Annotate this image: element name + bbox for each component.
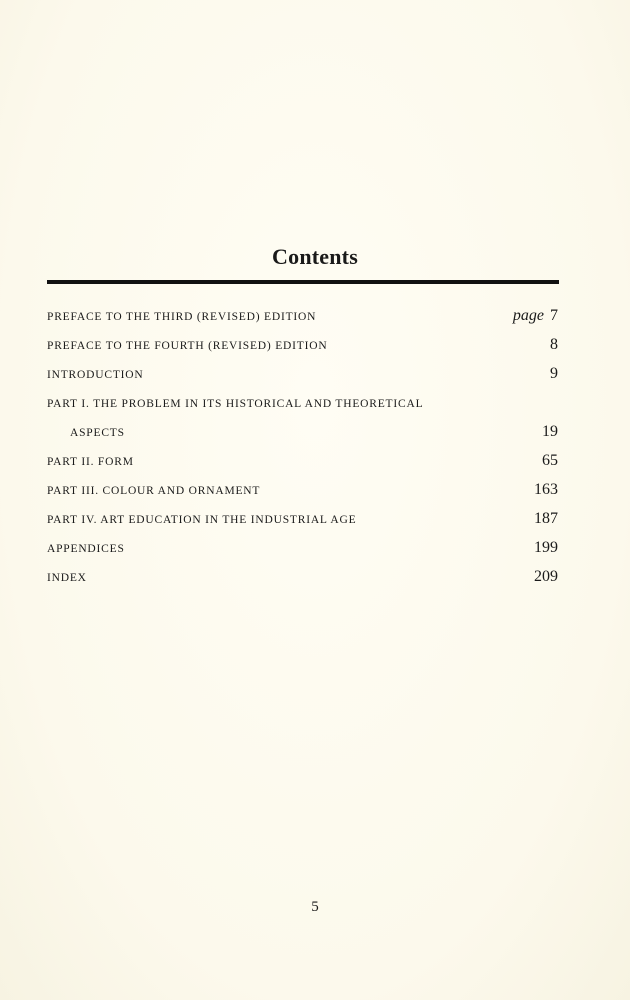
toc-entry-page: 8 bbox=[550, 336, 558, 353]
toc-entry-page bbox=[513, 307, 558, 325]
toc-entry bbox=[47, 567, 558, 596]
toc-entry-page: 19 bbox=[542, 423, 558, 440]
toc-entry bbox=[47, 306, 558, 335]
toc-entry-label: ASPECTS bbox=[70, 427, 125, 439]
toc-entry bbox=[47, 364, 558, 393]
toc-entry bbox=[47, 451, 558, 480]
table-of-contents bbox=[47, 306, 558, 596]
toc-entry bbox=[47, 393, 558, 422]
page-title: Contents bbox=[272, 244, 358, 269]
toc-entry bbox=[47, 422, 558, 451]
toc-entry-label: APPENDICES bbox=[47, 543, 125, 555]
toc-entry bbox=[47, 480, 558, 509]
page-word: page bbox=[512, 307, 544, 324]
toc-entry-page: 163 bbox=[534, 481, 558, 498]
toc-entry-label: PART II. FORM bbox=[47, 456, 134, 468]
toc-entry bbox=[47, 509, 558, 538]
page-number-footer: 5 bbox=[311, 899, 319, 915]
toc-entry-label: INDEX bbox=[47, 572, 87, 584]
toc-entry-label: PART III. COLOUR AND ORNAMENT bbox=[47, 485, 261, 497]
toc-entry bbox=[47, 538, 558, 567]
toc-entry-label: PREFACE TO THE THIRD (REVISED) EDITION bbox=[47, 311, 317, 323]
toc-entry-label: PART I. THE PROBLEM IN ITS HISTORICAL AND THEORETICAL bbox=[47, 398, 424, 410]
toc-entry-page: 187 bbox=[534, 510, 558, 527]
toc-entry-page: 199 bbox=[534, 539, 558, 556]
toc-entry-page: 65 bbox=[542, 452, 558, 469]
toc-entry bbox=[47, 335, 558, 364]
page-number: 7 bbox=[550, 307, 558, 324]
toc-entry-label: INTRODUCTION bbox=[47, 369, 144, 381]
toc-entry-page: 9 bbox=[550, 365, 558, 382]
toc-entry-label: PREFACE TO THE FOURTH (REVISED) EDITION bbox=[47, 340, 328, 352]
toc-entry-page: 209 bbox=[534, 568, 558, 585]
toc-entry-label: PART IV. ART EDUCATION IN THE INDUSTRIAL AGE bbox=[47, 514, 357, 526]
title-rule bbox=[47, 280, 559, 284]
